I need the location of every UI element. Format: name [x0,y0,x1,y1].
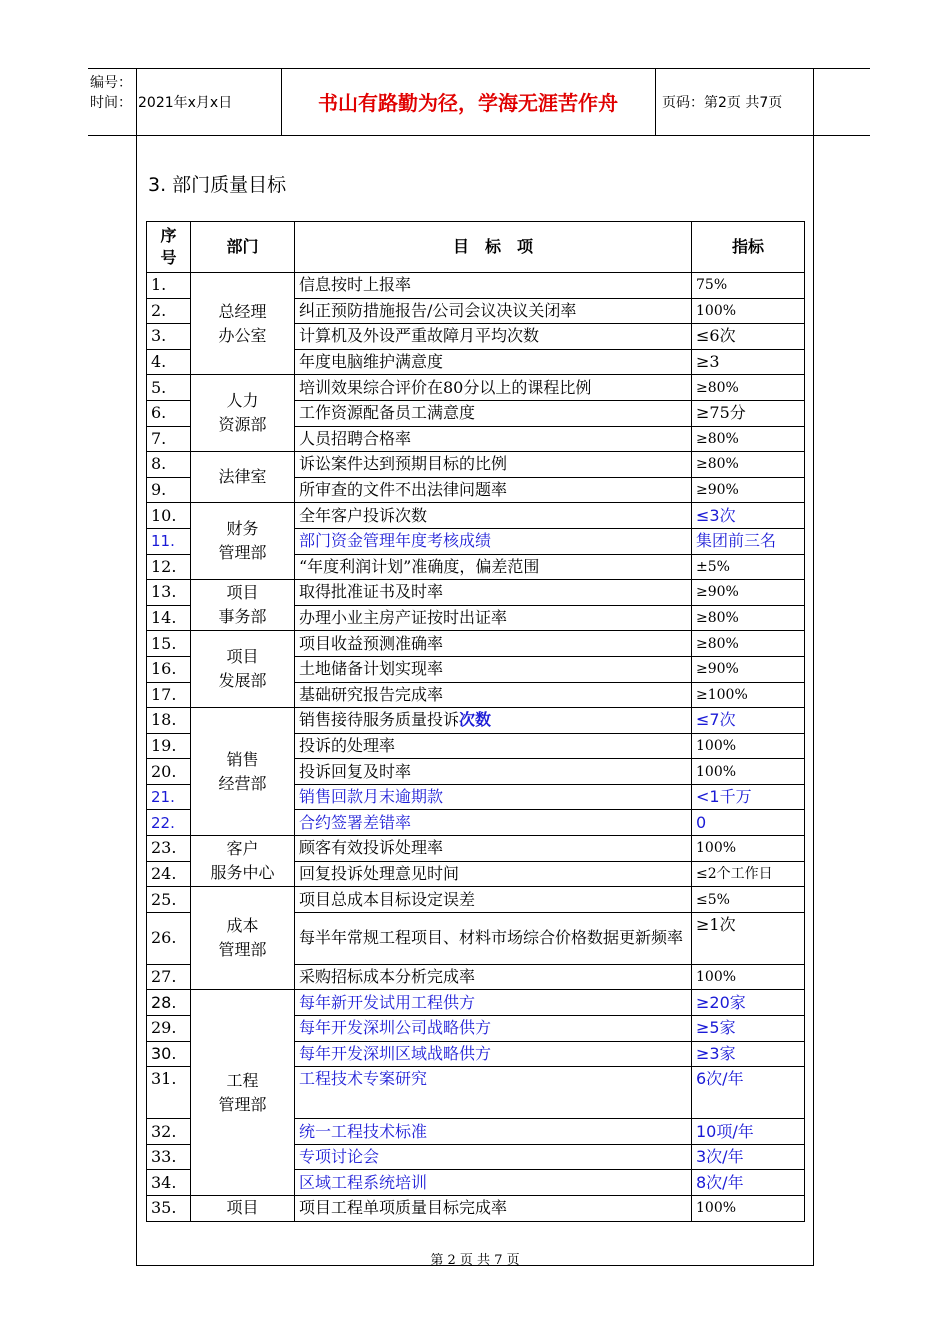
goal-target: 100% [692,733,805,759]
frame-right-border [813,68,814,1266]
goal-item: 人员招聘合格率 [295,426,692,452]
table-row [147,631,805,657]
header-divider-2 [655,68,656,135]
row-number: 24. [147,861,191,887]
goal-item: 顾客有效投诉处理率 [295,836,692,862]
header-dept: 部门 [191,222,295,273]
goal-target: 8次/年 [692,1170,805,1196]
goal-target: ≤7次 [692,708,805,734]
table-row [147,273,805,299]
row-number: 29. [147,1016,191,1042]
goal-item: 每年开发深圳区域战略供方 [295,1041,692,1067]
table-row [147,990,805,1016]
table-row [147,887,805,913]
page-info: 页码：第2页 共7页 [662,95,783,111]
goal-item: “年度利润计划”准确度，偏差范围 [295,554,692,580]
goal-item: 工程技术专案研究 [295,1067,692,1119]
row-number: 6. [147,400,191,426]
table-row [147,503,805,529]
table-row [147,580,805,606]
goal-target: ≤2个工作日 [692,861,805,887]
row-number: 35. [147,1196,191,1222]
goal-target: ≥80% [692,426,805,452]
goal-item: 回复投诉处理意见时间 [295,861,692,887]
row-number: 21. [147,784,191,810]
goal-item: 工作资源配备员工满意度 [295,400,692,426]
row-number: 20. [147,759,191,785]
code-label: 编号： [90,75,132,91]
goal-target: ≥90% [692,580,805,606]
table-row [147,708,805,734]
goal-item: 取得批准证书及时率 [295,580,692,606]
goal-target: 100% [692,964,805,990]
goal-item: 部门资金管理年度考核成绩 [295,528,692,554]
goal-item: 每年开发深圳公司战略供方 [295,1016,692,1042]
quality-goals-table [146,221,805,1222]
header-seq: 序号 [147,222,191,273]
goal-target: <1千万 [692,784,805,810]
goal-item: 年度电脑维护满意度 [295,349,692,375]
goal-item: 投诉回复及时率 [295,759,692,785]
goal-item: 项目工程单项质量目标完成率 [295,1196,692,1222]
goal-target: ≤6次 [692,324,805,350]
row-number: 31. [147,1067,191,1119]
row-number: 2. [147,298,191,324]
goal-target: ≥80% [692,631,805,657]
row-number: 11. [147,528,191,554]
goal-target: 10项/年 [692,1119,805,1145]
table-row [147,452,805,478]
table-row [147,1196,805,1222]
goal-target: 6次/年 [692,1067,805,1119]
row-number: 23. [147,836,191,862]
goal-item: 全年客户投诉次数 [295,503,692,529]
goal-item: 每半年常规工程项目、材料市场综合价格数据更新频率 [295,912,692,964]
goal-target: ±5% [692,554,805,580]
goal-target: ≥80% [692,452,805,478]
goal-target: ≥3 [692,349,805,375]
goal-target: 100% [692,836,805,862]
row-number: 30. [147,1041,191,1067]
goal-item: 销售回款月末逾期款 [295,784,692,810]
department-cell: 项目 [191,1196,295,1222]
row-number: 22. [147,810,191,836]
department-cell: 法律室 [191,452,295,503]
goal-target: ≥1次 [692,912,805,964]
row-number: 14. [147,605,191,631]
row-number: 10. [147,503,191,529]
department-cell: 项目 发展部 [191,631,295,708]
goal-item: 每年新开发试用工程供方 [295,990,692,1016]
page-footer: 第 2 页 共 7 页 [430,1253,520,1268]
department-cell: 总经理 办公室 [191,273,295,375]
header-bottom-rule [88,135,870,136]
goal-item: 投诉的处理率 [295,733,692,759]
goal-item: 纠正预防措施报告/公司会议决议关闭率 [295,298,692,324]
goal-item: 土地储备计划实现率 [295,656,692,682]
date-value: 2021年x月x日 [138,95,233,111]
row-number: 16. [147,656,191,682]
row-number: 17. [147,682,191,708]
row-number: 12. [147,554,191,580]
goal-item: 专项讨论会 [295,1144,692,1170]
motto: 书山有路勤为径，学海无涯苦作舟 [318,90,618,115]
goal-target: 3次/年 [692,1144,805,1170]
row-number: 3. [147,324,191,350]
goal-target: ≥3家 [692,1041,805,1067]
row-number: 26. [147,912,191,964]
goal-target: ≥5家 [692,1016,805,1042]
header-target: 指标 [692,222,805,273]
goal-item: 诉讼案件达到预期目标的比例 [295,452,692,478]
goal-item: 信息按时上报率 [295,273,692,299]
department-cell: 销售 经营部 [191,708,295,836]
department-cell: 成本 管理部 [191,887,295,990]
row-number: 8. [147,452,191,478]
row-number: 25. [147,887,191,913]
goal-item: 区域工程系统培训 [295,1170,692,1196]
goal-target: ≥80% [692,605,805,631]
date-label: 时间： [90,95,132,111]
row-number: 7. [147,426,191,452]
header-item: 目 标 项 [295,222,692,273]
row-number: 28. [147,990,191,1016]
goal-target: ≥90% [692,656,805,682]
goal-target: 0 [692,810,805,836]
row-number: 5. [147,375,191,401]
department-cell: 工程 管理部 [191,990,295,1196]
section-title: 3. 部门质量目标 [148,174,287,196]
goal-item: 采购招标成本分析完成率 [295,964,692,990]
goal-item: 基础研究报告完成率 [295,682,692,708]
goal-item: 项目收益预测准确率 [295,631,692,657]
goal-item: 项目总成本目标设定误差 [295,887,692,913]
row-number: 4. [147,349,191,375]
department-cell: 财务 管理部 [191,503,295,580]
goal-item: 培训效果综合评价在80分以上的课程比例 [295,375,692,401]
row-number: 27. [147,964,191,990]
goal-target: ≥75分 [692,400,805,426]
row-number: 13. [147,580,191,606]
goal-item: 所审查的文件不出法律问题率 [295,477,692,503]
row-number: 32. [147,1119,191,1145]
frame-left-border [136,68,137,1266]
department-cell: 人力 资源部 [191,375,295,452]
goal-target: ≤5% [692,887,805,913]
goal-target: ≥80% [692,375,805,401]
row-number: 15. [147,631,191,657]
department-cell: 客户 服务中心 [191,836,295,887]
goal-item-highlight: 次数 [459,710,492,730]
goal-item: 统一工程技术标准 [295,1119,692,1145]
row-number: 19. [147,733,191,759]
row-number: 34. [147,1170,191,1196]
goal-target: 100% [692,298,805,324]
goal-target: ≥90% [692,477,805,503]
goal-target: 100% [692,759,805,785]
row-number: 1. [147,273,191,299]
goal-target: ≥100% [692,682,805,708]
goal-item [295,708,692,734]
goal-target: ≥20家 [692,990,805,1016]
table-row [147,375,805,401]
goal-item-prefix: 销售接待服务质量投诉 [299,710,460,730]
goal-item: 计算机及外设严重故障月平均次数 [295,324,692,350]
row-number: 9. [147,477,191,503]
goal-target: 100% [692,1196,805,1222]
goal-target: ≤3次 [692,503,805,529]
department-cell: 项目 事务部 [191,580,295,631]
goal-item: 办理小业主房产证按时出证率 [295,605,692,631]
row-number: 33. [147,1144,191,1170]
goal-item: 合约签署差错率 [295,810,692,836]
goal-target: 集团前三名 [692,528,805,554]
goal-target: 75% [692,273,805,299]
row-number: 18. [147,708,191,734]
table-row [147,836,805,862]
